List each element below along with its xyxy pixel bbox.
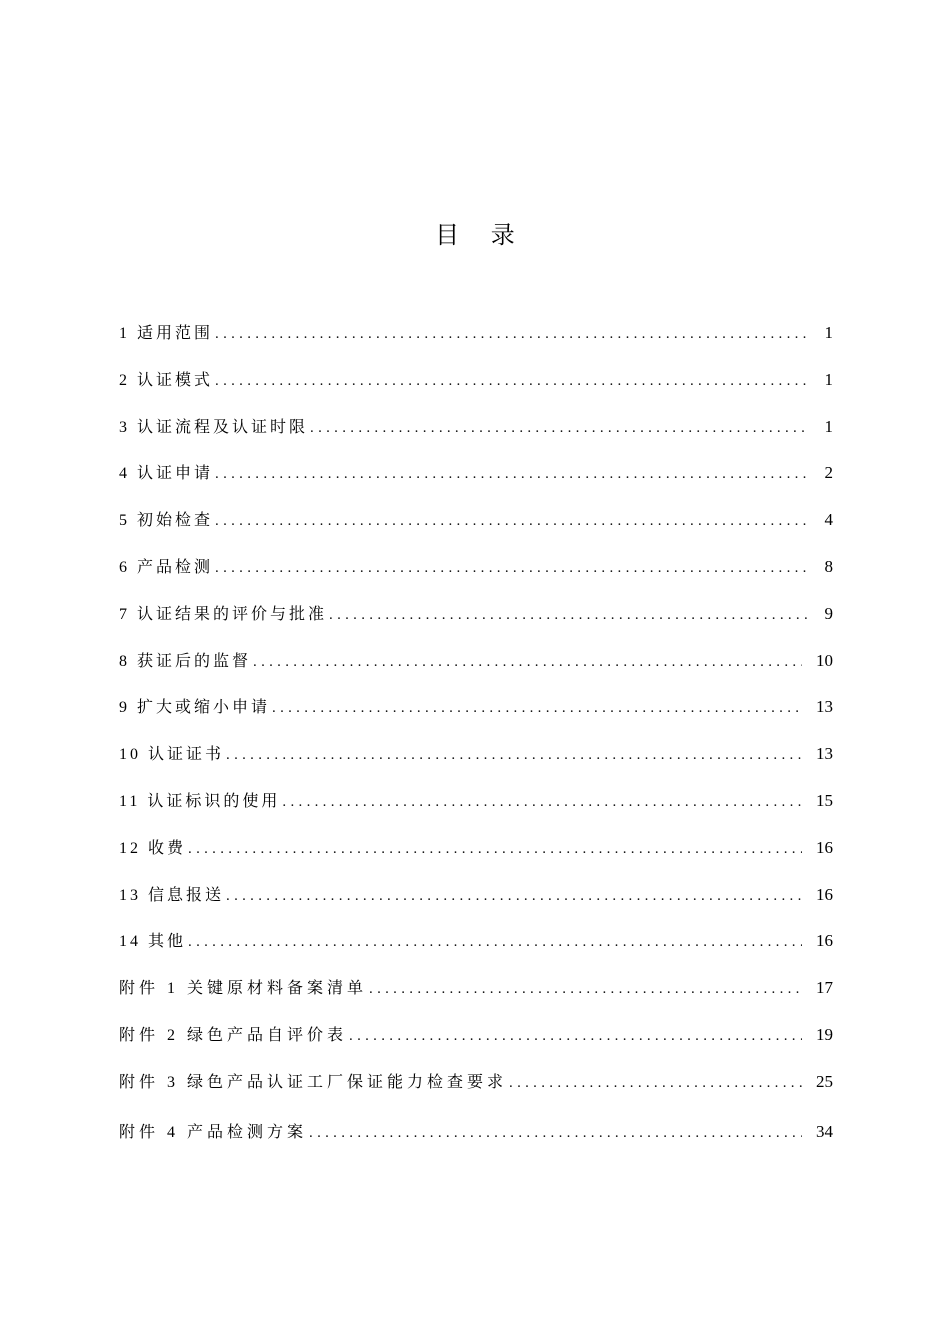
toc-entry-label: 附件 1 关键原材料备案清单 — [119, 980, 368, 998]
toc-dot-leader — [282, 787, 802, 817]
toc-page-number: 1 — [824, 416, 833, 436]
toc-entry-label: 12 收费 — [119, 839, 187, 857]
toc-entry-label: 14 其他 — [119, 933, 187, 951]
toc-page-number: 1 — [824, 323, 833, 342]
toc-dot-leader — [369, 974, 802, 1004]
toc-entry[interactable] — [119, 505, 833, 552]
toc-dot-leader — [272, 693, 802, 723]
toc-dot-leader — [215, 366, 809, 396]
toc-page-number: 10 — [816, 650, 833, 670]
toc-entry[interactable] — [119, 926, 833, 973]
toc-entry[interactable] — [119, 646, 833, 693]
toc-entry[interactable] — [119, 880, 833, 927]
toc-entry[interactable] — [119, 739, 833, 786]
toc-dot-leader — [509, 1068, 802, 1098]
page-title: 目 录 — [435, 221, 527, 249]
toc-annex-entry[interactable] — [119, 973, 833, 1020]
toc-page-number: 16 — [816, 931, 833, 951]
toc-entry-label: 附件 2 绿色产品自评价表 — [119, 1027, 348, 1045]
toc-page-number: 16 — [816, 837, 833, 857]
toc-page-number: 2 — [824, 463, 833, 483]
toc-dot-leader — [349, 1021, 802, 1051]
toc-page-number: 16 — [816, 884, 833, 904]
toc-entry-label: 10 认证证书 — [119, 746, 225, 764]
toc-entry-label: 附件 4 产品检测方案 — [119, 1124, 308, 1142]
toc-entry[interactable] — [119, 833, 833, 880]
toc-dot-leader — [309, 1118, 802, 1148]
toc-dot-leader — [188, 927, 802, 957]
toc-entry-label: 5 初始检查 — [119, 512, 214, 530]
toc-entry-label: 11 认证标识的使用 — [119, 792, 281, 810]
toc-entry-label: 附件 3 绿色产品认证工厂保证能力检查要求 — [119, 1074, 508, 1092]
toc-page-number: 15 — [816, 790, 833, 810]
toc-entry-label: 3 认证流程及认证时限 — [119, 418, 309, 436]
toc-dot-leader — [226, 881, 802, 911]
toc-page-number: 13 — [816, 744, 833, 764]
toc-page-number: 4 — [824, 510, 833, 530]
toc-dot-leader — [329, 600, 809, 630]
toc-entry-label: 13 信息报送 — [119, 886, 225, 904]
toc-page-number: 25 — [816, 1072, 833, 1092]
toc-annex-entry[interactable] — [119, 1067, 833, 1114]
toc-entry-label: 4 认证申请 — [119, 465, 214, 483]
toc-dot-leader — [215, 506, 809, 536]
toc-dot-leader — [215, 459, 809, 489]
toc-annex-entry[interactable] — [119, 1117, 833, 1164]
toc-entry[interactable] — [119, 412, 833, 459]
toc-entry[interactable] — [119, 786, 833, 833]
toc-entry[interactable] — [119, 599, 833, 646]
toc-entry-label: 2 认证模式 — [119, 371, 214, 389]
toc-entry-label: 9 扩大或缩小申请 — [119, 699, 271, 717]
toc-entry[interactable] — [119, 552, 833, 599]
toc-dot-leader — [188, 834, 802, 864]
toc-dot-leader — [215, 553, 809, 583]
toc-entry[interactable] — [119, 318, 833, 365]
toc-page-number: 17 — [816, 978, 833, 998]
toc-dot-leader — [253, 647, 802, 677]
toc-page-number: 19 — [816, 1025, 833, 1045]
toc-dot-leader — [215, 319, 809, 349]
toc-entry[interactable] — [119, 692, 833, 739]
toc-entry-label: 1 适用范围 — [119, 325, 214, 342]
toc-entry[interactable] — [119, 365, 833, 412]
toc-page-number: 13 — [816, 697, 833, 717]
toc-dot-leader — [226, 740, 802, 770]
toc-page-number: 34 — [816, 1122, 833, 1142]
toc-annex-entry[interactable] — [119, 1020, 833, 1067]
toc-entry-label: 7 认证结果的评价与批准 — [119, 605, 328, 623]
toc-entry-label: 6 产品检测 — [119, 558, 214, 576]
toc-page-number: 9 — [824, 603, 833, 623]
toc-entry-label: 8 获证后的监督 — [119, 652, 252, 670]
toc-entry[interactable] — [119, 458, 833, 505]
table-of-contents — [119, 318, 833, 1164]
toc-dot-leader — [310, 413, 809, 443]
toc-page-number: 1 — [824, 369, 833, 389]
toc-page-number: 8 — [824, 556, 833, 576]
